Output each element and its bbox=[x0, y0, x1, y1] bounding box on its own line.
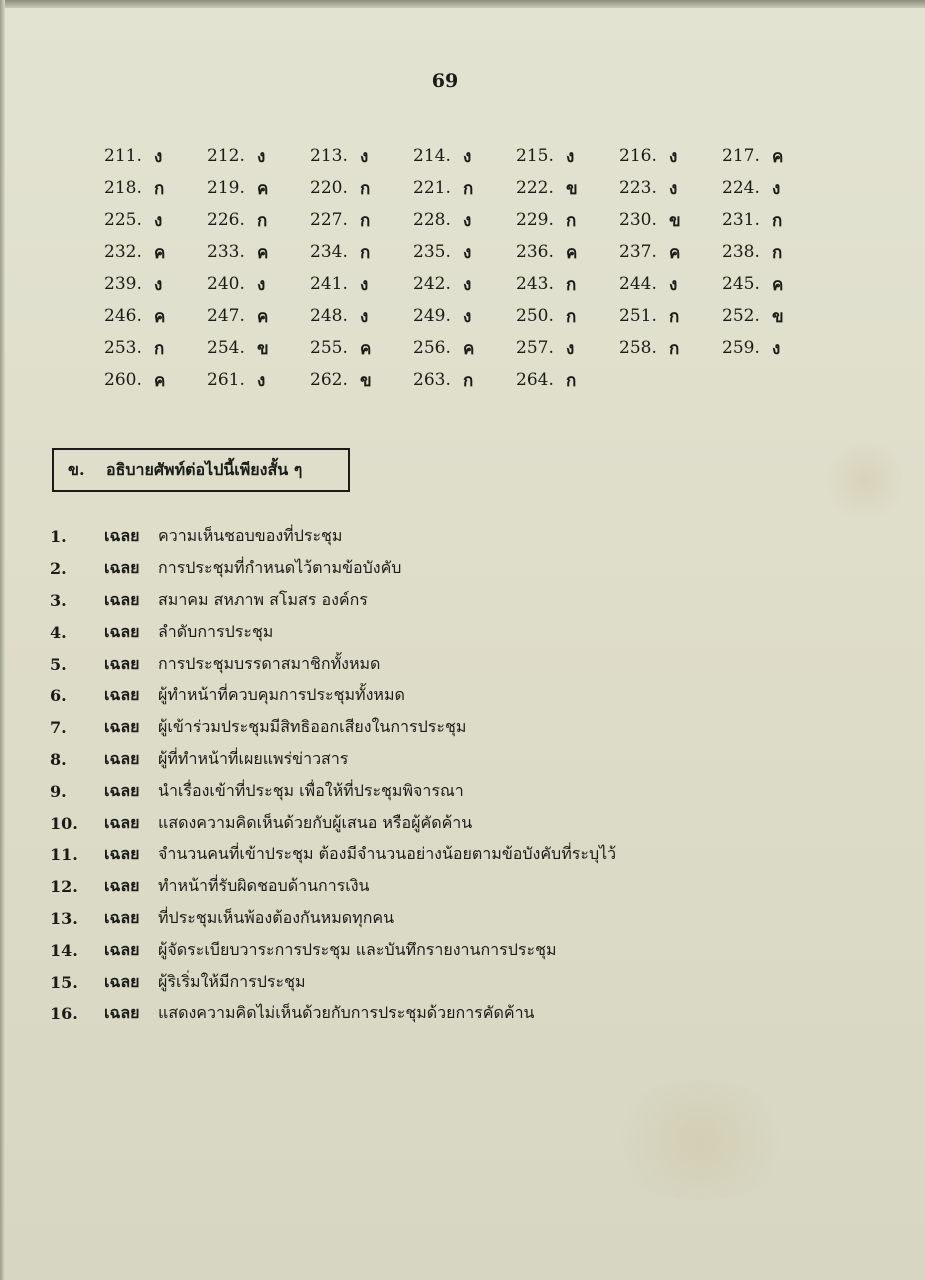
answer-number: 242. bbox=[413, 274, 451, 294]
section-letter: ข. bbox=[68, 459, 85, 479]
answer-cell bbox=[516, 204, 619, 236]
answer-number: 255. bbox=[310, 338, 348, 358]
answer-number: 256. bbox=[413, 338, 451, 358]
definition-row bbox=[50, 585, 616, 617]
answer-cell bbox=[516, 140, 619, 172]
answer-cell bbox=[310, 300, 413, 332]
definition-number: 12. bbox=[50, 877, 78, 897]
answer-letter: ก bbox=[566, 306, 577, 327]
answer-cell bbox=[413, 172, 516, 204]
answer-cell bbox=[104, 172, 207, 204]
answer-cell bbox=[310, 364, 413, 396]
answer-number: 213. bbox=[310, 146, 348, 166]
answer-number: 258. bbox=[619, 338, 657, 358]
answer-cell bbox=[310, 172, 413, 204]
definition-number: 1. bbox=[50, 527, 67, 547]
answer-letter: ง bbox=[669, 178, 678, 199]
answer-letter: ข bbox=[772, 306, 784, 327]
answer-cell bbox=[413, 236, 516, 268]
answer-number: 249. bbox=[413, 306, 451, 326]
answer-cell bbox=[516, 300, 619, 332]
answer-key-grid bbox=[104, 140, 825, 396]
answer-cell bbox=[722, 172, 825, 204]
answer-cell bbox=[310, 332, 413, 364]
answer-letter: ง bbox=[463, 274, 472, 295]
answer-letter: ก bbox=[360, 178, 371, 199]
definition-number: 2. bbox=[50, 559, 67, 579]
answer-letter: ข bbox=[257, 338, 269, 359]
answer-letter: ง bbox=[154, 210, 163, 231]
answer-cell bbox=[413, 332, 516, 364]
answer-number: 257. bbox=[516, 338, 554, 358]
answer-cell bbox=[104, 204, 207, 236]
answer-label: เฉลย bbox=[104, 621, 140, 641]
definition-row bbox=[50, 521, 616, 553]
answer-number: 234. bbox=[310, 242, 348, 262]
answer-label: เฉลย bbox=[104, 748, 140, 768]
answer-label: เฉลย bbox=[104, 780, 140, 800]
paper-stain bbox=[820, 440, 910, 520]
definition-row bbox=[50, 616, 616, 648]
answer-label: เฉลย bbox=[104, 526, 140, 546]
answer-cell bbox=[722, 204, 825, 236]
answer-number: 233. bbox=[207, 242, 245, 262]
definition-text: การประชุมบรรดาสมาชิกทั้งหมด bbox=[158, 653, 381, 673]
answer-letter: ค bbox=[566, 242, 578, 263]
definition-row bbox=[50, 553, 616, 585]
answer-label: เฉลย bbox=[104, 653, 140, 673]
answer-letter: ก bbox=[463, 178, 474, 199]
answer-number: 217. bbox=[722, 146, 760, 166]
answer-letter: ค bbox=[257, 306, 269, 327]
answer-number: 232. bbox=[104, 242, 142, 262]
answer-cell bbox=[722, 332, 825, 364]
answer-number: 211. bbox=[104, 146, 142, 166]
definition-number: 7. bbox=[50, 718, 67, 738]
definition-row bbox=[50, 998, 616, 1030]
answer-number: 246. bbox=[104, 306, 142, 326]
answer-number: 261. bbox=[207, 370, 245, 390]
answer-letter: ค bbox=[257, 242, 269, 263]
answer-number: 245. bbox=[722, 274, 760, 294]
answer-number: 223. bbox=[619, 178, 657, 198]
answer-letter: ค bbox=[154, 242, 166, 263]
definition-text: ลำดับการประชุม bbox=[158, 621, 274, 641]
answer-number: 219. bbox=[207, 178, 245, 198]
page-number: 69 bbox=[431, 70, 459, 92]
answer-cell bbox=[207, 332, 310, 364]
answer-number: 237. bbox=[619, 242, 657, 262]
answer-cell bbox=[104, 268, 207, 300]
definition-text: ผู้เข้าร่วมประชุมมีสิทธิออกเสียงในการประชุม bbox=[158, 717, 467, 737]
answer-letter: ก bbox=[154, 178, 165, 199]
answer-letter: ก bbox=[566, 274, 577, 295]
answer-number: 239. bbox=[104, 274, 142, 294]
answer-letter: ก bbox=[257, 210, 268, 231]
answer-cell bbox=[619, 236, 722, 268]
answer-label: เฉลย bbox=[104, 907, 140, 927]
definition-text: การประชุมที่กำหนดไว้ตามข้อบังคับ bbox=[158, 558, 402, 578]
definition-number: 11. bbox=[50, 845, 78, 865]
definition-number: 6. bbox=[50, 686, 67, 706]
answer-number: 238. bbox=[722, 242, 760, 262]
definition-number: 10. bbox=[50, 813, 78, 833]
answer-letter: ง bbox=[566, 146, 575, 167]
answer-letter: ค bbox=[154, 370, 166, 391]
answer-label: เฉลย bbox=[104, 717, 140, 737]
answer-letter: ง bbox=[463, 306, 472, 327]
definition-number: 3. bbox=[50, 590, 67, 610]
answer-number: 236. bbox=[516, 242, 554, 262]
answer-letter: ก bbox=[463, 370, 474, 391]
answer-cell bbox=[619, 268, 722, 300]
answer-letter: ง bbox=[669, 146, 678, 167]
answer-letter: ง bbox=[360, 146, 369, 167]
definition-number: 9. bbox=[50, 781, 67, 801]
answer-cell bbox=[516, 236, 619, 268]
answer-cell bbox=[104, 364, 207, 396]
answer-number: 241. bbox=[310, 274, 348, 294]
definition-text: สมาคม สหภาพ สโมสร องค์กร bbox=[158, 589, 368, 609]
answer-number: 212. bbox=[207, 146, 245, 166]
answer-number: 222. bbox=[516, 178, 554, 198]
definition-number: 8. bbox=[50, 749, 67, 769]
answer-cell bbox=[207, 172, 310, 204]
answer-letter: ง bbox=[463, 146, 472, 167]
answer-cell bbox=[310, 268, 413, 300]
answer-number: 248. bbox=[310, 306, 348, 326]
answer-number: 240. bbox=[207, 274, 245, 294]
answer-letter: ก bbox=[566, 370, 577, 391]
page-top-edge bbox=[0, 0, 925, 8]
definition-row bbox=[50, 807, 616, 839]
answer-cell bbox=[104, 300, 207, 332]
answer-number: 243. bbox=[516, 274, 554, 294]
answer-cell bbox=[516, 172, 619, 204]
definition-text: จำนวนคนที่เข้าประชุม ต้องมีจำนวนอย่างน้อยตามข้อบังคับที่ระบุไว้ bbox=[158, 844, 617, 864]
answer-cell bbox=[413, 300, 516, 332]
definition-row bbox=[50, 934, 616, 966]
answer-letter: ง bbox=[772, 178, 781, 199]
answer-letter: ข bbox=[669, 210, 681, 231]
definition-number: 4. bbox=[50, 622, 67, 642]
answer-letter: ค bbox=[360, 338, 372, 359]
answer-cell bbox=[207, 236, 310, 268]
definition-text: ที่ประชุมเห็นพ้องต้องกันหมดทุกคน bbox=[158, 907, 395, 927]
definition-text: ผู้จัดระเบียบวาระการประชุม และบันทึกรายงานการประชุม bbox=[158, 939, 557, 959]
answer-letter: ง bbox=[669, 274, 678, 295]
answer-number: 262. bbox=[310, 370, 348, 390]
answer-letter: ง bbox=[154, 146, 163, 167]
answer-number: 220. bbox=[310, 178, 348, 198]
answer-cell bbox=[310, 140, 413, 172]
answer-cell bbox=[722, 300, 825, 332]
answer-cell bbox=[619, 204, 722, 236]
answer-cell bbox=[516, 332, 619, 364]
answer-number: 231. bbox=[722, 210, 760, 230]
definition-row bbox=[50, 744, 616, 776]
answer-number: 228. bbox=[413, 210, 451, 230]
answer-number: 216. bbox=[619, 146, 657, 166]
definition-number: 14. bbox=[50, 940, 78, 960]
answer-label: เฉลย bbox=[104, 1003, 140, 1023]
definition-row bbox=[50, 966, 616, 998]
answer-letter: ง bbox=[360, 274, 369, 295]
answer-cell bbox=[516, 364, 619, 396]
answer-letter: ค bbox=[463, 338, 475, 359]
answer-letter: ง bbox=[257, 274, 266, 295]
paper-stain bbox=[600, 1080, 800, 1200]
answer-number: 252. bbox=[722, 306, 760, 326]
definition-text: แสดงความคิดไม่เห็นด้วยกับการประชุมด้วยการคัดค้าน bbox=[158, 1003, 535, 1023]
answer-number: 260. bbox=[104, 370, 142, 390]
answer-cell bbox=[104, 236, 207, 268]
answer-label: เฉลย bbox=[104, 685, 140, 705]
answer-number: 214. bbox=[413, 146, 451, 166]
answer-letter: ง bbox=[772, 338, 781, 359]
answer-number: 250. bbox=[516, 306, 554, 326]
definition-row bbox=[50, 680, 616, 712]
answer-number: 244. bbox=[619, 274, 657, 294]
definition-row bbox=[50, 839, 616, 871]
definition-number: 15. bbox=[50, 972, 78, 992]
answer-number: 264. bbox=[516, 370, 554, 390]
answer-letter: ง bbox=[154, 274, 163, 295]
answer-cell bbox=[619, 140, 722, 172]
answer-number: 251. bbox=[619, 306, 657, 326]
definition-text: แสดงความคิดเห็นด้วยกับผู้เสนอ หรือผู้คัดค้าน bbox=[158, 812, 473, 832]
definition-text: นำเรื่องเข้าที่ประชุม เพื่อให้ที่ประชุมพิจารณา bbox=[158, 780, 464, 800]
definition-text: ความเห็นชอบของที่ประชุม bbox=[158, 526, 343, 546]
answer-number: 226. bbox=[207, 210, 245, 230]
answer-letter: ข bbox=[566, 178, 578, 199]
definition-row bbox=[50, 903, 616, 935]
answer-cell bbox=[207, 364, 310, 396]
answer-number: 227. bbox=[310, 210, 348, 230]
definition-text: ผู้ที่ทำหน้าที่เผยแพร่ข่าวสาร bbox=[158, 748, 349, 768]
answer-letter: ค bbox=[772, 146, 784, 167]
answer-letter: ก bbox=[669, 338, 680, 359]
page-left-edge bbox=[0, 0, 5, 1280]
answer-cell bbox=[722, 236, 825, 268]
answer-letter: ง bbox=[463, 210, 472, 231]
answer-letter: ค bbox=[669, 242, 681, 263]
definition-list bbox=[50, 521, 616, 1030]
definition-text: ผู้ทำหน้าที่ควบคุมการประชุมทั้งหมด bbox=[158, 685, 405, 705]
answer-label: เฉลย bbox=[104, 589, 140, 609]
answer-letter: ง bbox=[257, 146, 266, 167]
answer-cell bbox=[619, 332, 722, 364]
answer-number: 225. bbox=[104, 210, 142, 230]
answer-label: เฉลย bbox=[104, 876, 140, 896]
answer-label: เฉลย bbox=[104, 939, 140, 959]
answer-number: 229. bbox=[516, 210, 554, 230]
definition-number: 5. bbox=[50, 654, 67, 674]
answer-letter: ก bbox=[772, 242, 783, 263]
answer-cell bbox=[413, 204, 516, 236]
answer-number: 254. bbox=[207, 338, 245, 358]
answer-cell bbox=[619, 172, 722, 204]
answer-cell bbox=[207, 204, 310, 236]
section-title: อธิบายศัพท์ต่อไปนี้เพียงสั้น ๆ bbox=[106, 459, 303, 479]
answer-cell bbox=[413, 268, 516, 300]
answer-cell bbox=[207, 268, 310, 300]
answer-letter: ก bbox=[772, 210, 783, 231]
answer-letter: ก bbox=[669, 306, 680, 327]
answer-letter: ง bbox=[566, 338, 575, 359]
answer-cell bbox=[413, 140, 516, 172]
answer-letter: ค bbox=[154, 306, 166, 327]
answer-letter: ก bbox=[566, 210, 577, 231]
answer-cell bbox=[104, 332, 207, 364]
answer-label: เฉลย bbox=[104, 558, 140, 578]
definition-text: ผู้ริเริ่มให้มีการประชุม bbox=[158, 971, 306, 991]
answer-cell bbox=[104, 140, 207, 172]
answer-letter: ค bbox=[257, 178, 269, 199]
answer-number: 230. bbox=[619, 210, 657, 230]
answer-number: 259. bbox=[722, 338, 760, 358]
answer-cell bbox=[722, 140, 825, 172]
definition-number: 13. bbox=[50, 908, 78, 928]
answer-cell bbox=[207, 140, 310, 172]
answer-number: 263. bbox=[413, 370, 451, 390]
answer-letter: ง bbox=[360, 306, 369, 327]
answer-number: 253. bbox=[104, 338, 142, 358]
answer-number: 221. bbox=[413, 178, 451, 198]
definition-number: 16. bbox=[50, 1004, 78, 1024]
answer-letter: ข bbox=[360, 370, 372, 391]
answer-number: 235. bbox=[413, 242, 451, 262]
answer-number: 215. bbox=[516, 146, 554, 166]
answer-letter: ก bbox=[154, 338, 165, 359]
answer-letter: ง bbox=[463, 242, 472, 263]
answer-cell bbox=[310, 204, 413, 236]
definition-row bbox=[50, 775, 616, 807]
answer-cell bbox=[310, 236, 413, 268]
definition-row bbox=[50, 712, 616, 744]
answer-letter: ก bbox=[360, 210, 371, 231]
answer-label: เฉลย bbox=[104, 844, 140, 864]
definition-text: ทำหน้าที่รับผิดชอบด้านการเงิน bbox=[158, 876, 370, 896]
answer-letter: ค bbox=[772, 274, 784, 295]
definition-row bbox=[50, 871, 616, 903]
definition-row bbox=[50, 648, 616, 680]
answer-cell bbox=[722, 268, 825, 300]
answer-cell bbox=[516, 268, 619, 300]
answer-cell bbox=[619, 300, 722, 332]
answer-letter: ก bbox=[360, 242, 371, 263]
answer-number: 247. bbox=[207, 306, 245, 326]
answer-letter: ง bbox=[257, 370, 266, 391]
section-heading-box bbox=[52, 448, 350, 492]
answer-label: เฉลย bbox=[104, 971, 140, 991]
answer-cell bbox=[207, 300, 310, 332]
answer-label: เฉลย bbox=[104, 812, 140, 832]
answer-cell bbox=[413, 364, 516, 396]
answer-number: 218. bbox=[104, 178, 142, 198]
answer-number: 224. bbox=[722, 178, 760, 198]
